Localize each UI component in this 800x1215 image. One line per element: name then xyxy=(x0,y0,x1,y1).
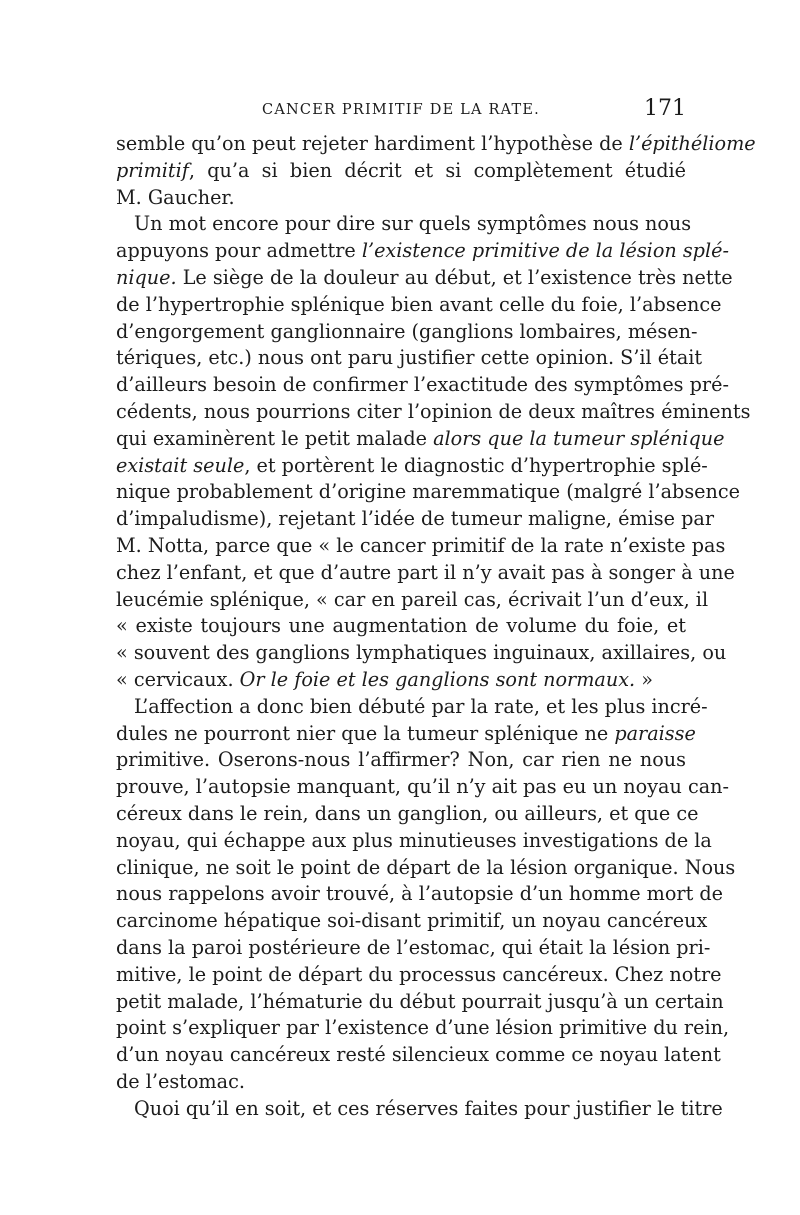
text-run: dules ne pourront nier que la tumeur splénique ne xyxy=(116,721,615,745)
text-line xyxy=(116,801,699,828)
text-run: L’affection a donc bien débuté par la rate, et les plus incré- xyxy=(134,694,708,718)
text-line xyxy=(116,721,696,748)
text-run: Le siège de la douleur au début, et l’existence très nette xyxy=(176,265,733,289)
text-line xyxy=(116,747,686,774)
text-run: , qu’a si bien décrit et si complètement étudié xyxy=(188,158,686,182)
text-line xyxy=(116,506,715,533)
italic-text: l’existence primitive de la lésion splé- xyxy=(361,239,729,263)
text-run: d’un noyau cancéreux resté silencieux comme ce noyau latent xyxy=(116,1043,721,1067)
text-line xyxy=(116,613,686,640)
text-run: « existe toujours une augmentation de volume du foie, et xyxy=(116,614,686,638)
running-title: CANCER PRIMITIF DE LA RATE. xyxy=(262,102,540,118)
text-line xyxy=(116,855,736,882)
text-run: d’ailleurs besoin de confirmer l’exactitude des symptômes pré- xyxy=(116,373,729,397)
text-line xyxy=(116,881,724,908)
text-line xyxy=(116,238,729,265)
text-line xyxy=(116,533,726,560)
text-line xyxy=(116,1096,723,1123)
text-line xyxy=(116,587,709,614)
text-line xyxy=(116,908,708,935)
text-line xyxy=(116,560,735,587)
text-run: tériques, etc.) nous ont paru justifier cette opinion. S’il était xyxy=(116,346,703,370)
text-run: » xyxy=(635,667,653,691)
text-line xyxy=(116,828,712,855)
text-run: « cervicaux. xyxy=(116,667,240,691)
text-line xyxy=(116,640,727,667)
text-line xyxy=(116,426,725,453)
text-run: point s’expliquer par l’existence d’une lésion primitive du rein, xyxy=(116,1016,730,1040)
text-run: leucémie splénique, « car en pareil cas, écrivait l’un d’eux, il xyxy=(116,587,709,611)
text-run: d’engorgement ganglionnaire (ganglions lombaires, mésen- xyxy=(116,319,698,343)
text-line xyxy=(116,345,703,372)
text-line xyxy=(116,265,733,292)
text-line xyxy=(116,158,686,185)
text-line xyxy=(116,667,686,694)
italic-text: primitif xyxy=(116,158,189,182)
page-number: 171 xyxy=(644,96,686,121)
text-run: mitive, le point de départ du processus cancéreux. Chez notre xyxy=(116,962,722,986)
text-line xyxy=(116,185,686,212)
text-run: carcinome hépatique soi-disant primitif, un noyau cancéreux xyxy=(116,909,708,933)
text-line xyxy=(116,372,729,399)
italic-text: paraisse xyxy=(614,721,696,745)
text-run: Quoi qu’il en soit, et ces réserves faites pour justifier le titre xyxy=(134,1096,723,1120)
text-run: « souvent des ganglions lymphatiques inguinaux, axillaires, ou xyxy=(116,641,727,665)
text-line xyxy=(116,989,724,1016)
text-run: M. Notta, parce que « le cancer primitif de la rate n’existe pas xyxy=(116,533,726,557)
text-run: semble qu’on peut rejeter hardiment l’hypothèse de xyxy=(116,132,629,155)
text-line xyxy=(116,774,729,801)
text-run: dans la paroi postérieure de l’estomac, qui était la lésion pri- xyxy=(116,935,711,959)
text-line xyxy=(116,1042,721,1069)
text-line xyxy=(116,962,722,989)
body-text xyxy=(116,131,756,1122)
text-run: cédents, nous pourrions citer l’opinion de deux maîtres éminents xyxy=(116,399,751,423)
text-line xyxy=(116,131,756,158)
text-run: nous rappelons avoir trouvé, à l’autopsie d’un homme mort de xyxy=(116,882,724,906)
text-run: petit malade, l’hématurie du début pourrait jusqu’à un certain xyxy=(116,989,724,1013)
text-line xyxy=(116,1069,686,1096)
text-run: Un mot encore pour dire sur quels symptômes nous nous xyxy=(134,212,692,236)
running-head xyxy=(116,96,686,126)
text-run: d’impaludisme), rejetant l’idée de tumeur maligne, émise par xyxy=(116,507,715,531)
italic-text: existait seule xyxy=(116,453,245,477)
text-line xyxy=(116,211,692,238)
text-line xyxy=(116,479,740,506)
text-run: de l’estomac. xyxy=(116,1069,245,1093)
text-run: appuyons pour admettre xyxy=(116,239,362,263)
text-line xyxy=(116,319,698,346)
text-line xyxy=(116,399,751,426)
text-run: noyau, qui échappe aux plus minutieuses investigations de la xyxy=(116,828,712,852)
text-run: prouve, l’autopsie manquant, qu’il n’y ait pas eu un noyau can- xyxy=(116,775,729,799)
text-run: clinique, ne soit le point de départ de la lésion organique. Nous xyxy=(116,855,736,879)
text-run: primitive. Oserons-nous l’affirmer? Non, car rien ne nous xyxy=(116,748,686,772)
italic-text: alors que la tumeur splénique xyxy=(433,426,725,450)
text-run: chez l’enfant, et que d’autre part il n’y avait pas à songer à une xyxy=(116,560,735,584)
italic-text: nique. xyxy=(116,265,177,289)
text-line xyxy=(116,292,722,319)
text-run: de l’hypertrophie splénique bien avant celle du foie, l’absence xyxy=(116,292,722,316)
italic-text: l’épithéliome xyxy=(628,132,756,155)
italic-text: Or le foie et les ganglions sont normaux. xyxy=(239,667,636,691)
text-line xyxy=(116,694,708,721)
text-line xyxy=(116,453,708,480)
text-line xyxy=(116,1015,730,1042)
text-run: M. Gaucher. xyxy=(116,185,235,209)
text-run: qui examinèrent le petit malade xyxy=(116,426,434,450)
text-run: , et portèrent le diagnostic d’hypertrophie splé- xyxy=(244,453,708,477)
text-run: nique probablement d’origine maremmatique (malgré l’absence xyxy=(116,480,740,504)
text-line xyxy=(116,935,711,962)
text-run: céreux dans le rein, dans un ganglion, ou ailleurs, et que ce xyxy=(116,801,699,825)
